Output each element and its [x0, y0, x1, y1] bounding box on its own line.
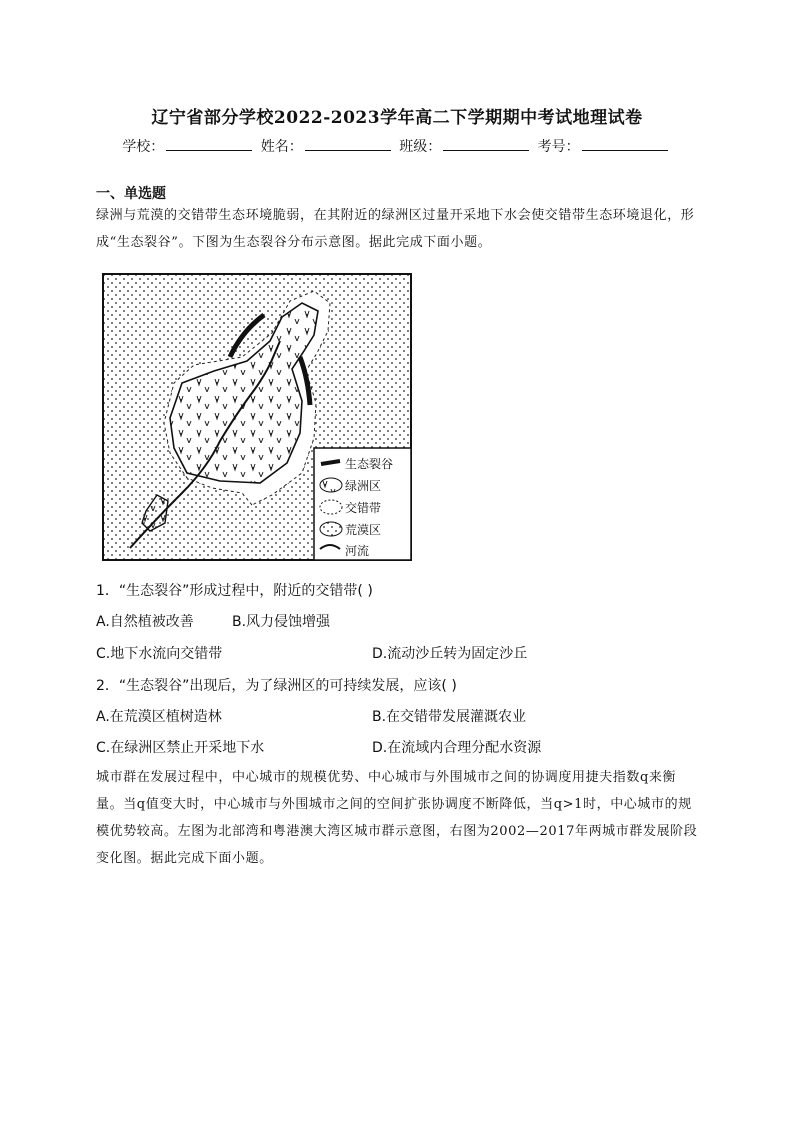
q1-option-a[interactable]: A.自然植被改善 — [96, 614, 194, 630]
legend-desert-label: 荒漠区 — [345, 523, 382, 537]
school-blank[interactable] — [166, 136, 252, 151]
legend-oasis — [320, 478, 381, 493]
exam-number-label: 考号： — [537, 139, 580, 155]
passage-1: 绿洲与荒漠的交错带生态环境脆弱，在其附近的绿洲区过量开采地下水会使交错带生态环境退化，形成“生态裂谷”。下图为生态裂谷分布示意图。据此完成下面小题。 — [96, 208, 695, 250]
question-2-stem: 2．“生态裂谷”出现后，为了绿洲区的可持续发展，应该( ) — [96, 678, 457, 694]
q2-option-d[interactable]: D.在流域内合理分配水资源 — [372, 740, 542, 756]
q2-option-b[interactable]: B.在交错带发展灌溉农业 — [372, 709, 527, 725]
question-1-stem: 1．“生态裂谷”形成过程中，附近的交错带( ) — [96, 583, 373, 599]
q1-option-d[interactable]: D.流动沙丘转为固定沙丘 — [372, 646, 528, 662]
legend-desert — [320, 522, 381, 537]
legend-transition — [320, 500, 381, 515]
q2-option-a[interactable]: A.在荒漠区植树造林 — [96, 709, 222, 725]
passage-2: 城市群在发展过程中，中心城市的规模优势、中心城市与外围城市之间的协调度用捷夫指数q来衡量。当q值变大时，中心城市与外围城市之间的空间扩张协调度不断降低，当q>1时，中心城市的规模优势较高。左图为北部湾和粤港澳大湾区城市群示意图，右图为2002—2017年两城市群发展阶段变化图。据此完成下面小题。 — [96, 770, 698, 866]
q1-option-b[interactable]: B.风力侵蚀增强 — [232, 614, 331, 630]
class-blank[interactable] — [443, 136, 529, 151]
ecological-rift-map — [102, 273, 414, 563]
section-heading: 一、单选题 — [96, 186, 166, 202]
q1-option-c[interactable]: C.地下水流向交错带 — [96, 646, 223, 662]
exam-number-blank[interactable] — [582, 136, 668, 151]
school-label: 学校： — [122, 139, 165, 155]
legend-rift-label: 生态裂谷 — [345, 457, 394, 471]
legend-oasis-label: 绿洲区 — [345, 479, 382, 493]
legend-transition-label: 交错带 — [345, 501, 382, 515]
class-label: 班级： — [399, 139, 442, 155]
name-label: 姓名： — [260, 139, 303, 155]
legend-river-label: 河流 — [345, 544, 370, 558]
student-info-line — [0, 136, 794, 156]
exam-title: 辽宁省部分学校2022-2023学年高二下学期期中考试地理试卷 — [151, 108, 643, 128]
q2-option-c[interactable]: C.在绿洲区禁止开采地下水 — [96, 740, 265, 756]
name-blank[interactable] — [305, 136, 391, 151]
